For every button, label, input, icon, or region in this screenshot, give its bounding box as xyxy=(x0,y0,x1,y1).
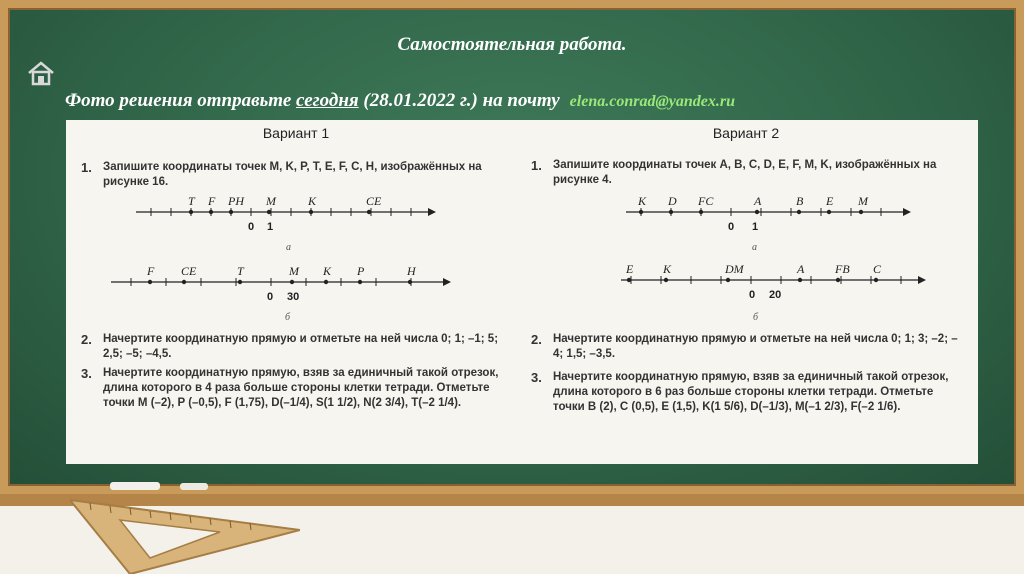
v1-task-2 xyxy=(81,332,501,362)
task-text: Начертите координатную прямую и отметьте на ней числа 0; 1; 3; –2; –4; 1,5; –3,5. xyxy=(553,333,958,360)
point-dot xyxy=(324,280,328,284)
point-dot xyxy=(267,210,271,214)
point-label: E xyxy=(826,194,834,208)
task-number: 2. xyxy=(531,332,542,347)
figure-caption: б xyxy=(753,312,759,323)
v1-task-1 xyxy=(81,160,501,190)
task-number: 2. xyxy=(81,332,92,347)
point-dot xyxy=(859,210,863,214)
v1-number-line-a xyxy=(136,194,436,258)
point-dot xyxy=(367,210,371,214)
point-dot xyxy=(699,210,703,214)
variant-2 xyxy=(526,120,966,464)
point-label: M xyxy=(858,194,868,208)
point-dot xyxy=(664,278,668,282)
point-dot xyxy=(627,278,631,282)
point-label: FB xyxy=(835,262,850,276)
point-label: H xyxy=(407,264,416,278)
v1-number-line-b xyxy=(111,266,451,326)
point-dot xyxy=(797,210,801,214)
point-dot xyxy=(309,210,313,214)
v2-number-line-a xyxy=(626,196,911,254)
zero-label: 0 xyxy=(248,221,255,233)
point-label: A xyxy=(754,194,762,208)
slide-title: Самостоятельная работа. xyxy=(397,34,627,55)
unit-label: 1 xyxy=(267,221,274,233)
point-label: D xyxy=(668,194,677,208)
point-label: DM xyxy=(725,262,744,276)
variant-1-heading: Вариант 1 xyxy=(262,125,330,141)
v2-task-2 xyxy=(531,332,961,362)
point-dot xyxy=(229,210,233,214)
point-label: K xyxy=(638,194,647,208)
point-dot xyxy=(209,210,213,214)
point-label: K xyxy=(323,264,332,278)
point-dot xyxy=(639,210,643,214)
point-dot xyxy=(290,280,294,284)
point-label: C xyxy=(873,262,882,276)
zero-label: 0 xyxy=(749,289,756,301)
task-number: 1. xyxy=(81,160,92,175)
point-label: K xyxy=(308,194,317,208)
point-label: F xyxy=(208,194,216,208)
v1-task-3 xyxy=(81,366,501,411)
worksheet xyxy=(66,120,978,464)
point-dot xyxy=(182,280,186,284)
point-label: A xyxy=(797,262,805,276)
variant-1 xyxy=(76,120,516,464)
figure-caption: б xyxy=(285,312,291,323)
point-dot xyxy=(755,210,759,214)
point-label: M xyxy=(266,194,276,208)
point-label: B xyxy=(796,194,804,208)
figure-caption: а xyxy=(286,242,291,253)
triangle-ruler-icon xyxy=(70,470,300,574)
unit-label: 20 xyxy=(769,289,782,301)
task-number: 3. xyxy=(531,370,542,385)
v2-task-1 xyxy=(531,158,961,188)
point-dot xyxy=(358,280,362,284)
task-text: Начертите координатную прямую и отметьте на ней числа 0; 1; –1; 5; 2,5; –5; –4,5. xyxy=(103,333,499,360)
point-dot xyxy=(836,278,840,282)
instruction-text: Фото решения отправьте xyxy=(65,90,297,111)
task-text: Запишите координаты точек M, K, P, T, E, F, C, H, изображённых на рисунке 16. xyxy=(103,161,482,188)
point-dot xyxy=(189,210,193,214)
point-label: CE xyxy=(366,194,382,208)
point-label: E xyxy=(626,262,634,276)
home-icon[interactable] xyxy=(27,60,55,86)
zero-label: 0 xyxy=(267,291,274,303)
point-label: P xyxy=(357,264,365,278)
instruction-underlined: сегодня xyxy=(296,90,359,111)
v2-number-line-b xyxy=(621,264,926,326)
point-dot xyxy=(798,278,802,282)
task-text: Начертите координатную прямую, взяв за единичный такой отрезок, длина которого в 6 раз больше стороны клетки тетради. Отметьте точки B (2), C (0,5), E (1,5), K(1 5/6), D(–1/3), M(–1 2/3), F(–2 1/6). xyxy=(553,371,949,413)
point-label: PH xyxy=(228,194,244,208)
point-label: K xyxy=(663,262,672,276)
point-dot xyxy=(874,278,878,282)
point-label: T xyxy=(237,264,244,278)
point-label: M xyxy=(289,264,299,278)
point-label: CE xyxy=(181,264,197,278)
zero-label: 0 xyxy=(728,221,735,233)
task-text: Запишите координаты точек A, B, C, D, E, F, M, K, изображённых на рисунке 4. xyxy=(553,159,937,186)
point-dot xyxy=(148,280,152,284)
point-dot xyxy=(669,210,673,214)
point-dot xyxy=(726,278,730,282)
instruction-date: (28.01.2022 г.) на почту xyxy=(358,90,560,111)
point-dot xyxy=(827,210,831,214)
unit-label: 1 xyxy=(752,221,759,233)
task-number: 3. xyxy=(81,366,92,381)
point-label: T xyxy=(188,194,195,208)
email-link[interactable]: elena.conrad@yandex.ru xyxy=(569,93,735,110)
task-number: 1. xyxy=(531,158,542,173)
task-text: Начертите координатную прямую, взяв за единичный такой отрезок, длина которого в 4 раза больше стороны клетки тетради. Отметьте точки M (–2), P (–0,5), F (1,75), D(–1/4), S(1 1/2), N(2 3/4), T(–2 1/4). xyxy=(103,367,499,409)
point-dot xyxy=(408,280,412,284)
unit-label: 30 xyxy=(287,291,300,303)
point-label: FC xyxy=(698,194,714,208)
v2-task-3 xyxy=(531,370,961,415)
variant-2-heading: Вариант 2 xyxy=(712,125,780,141)
point-dot xyxy=(238,280,242,284)
figure-caption: а xyxy=(752,242,757,253)
instruction-line xyxy=(65,90,735,112)
point-label: F xyxy=(147,264,155,278)
